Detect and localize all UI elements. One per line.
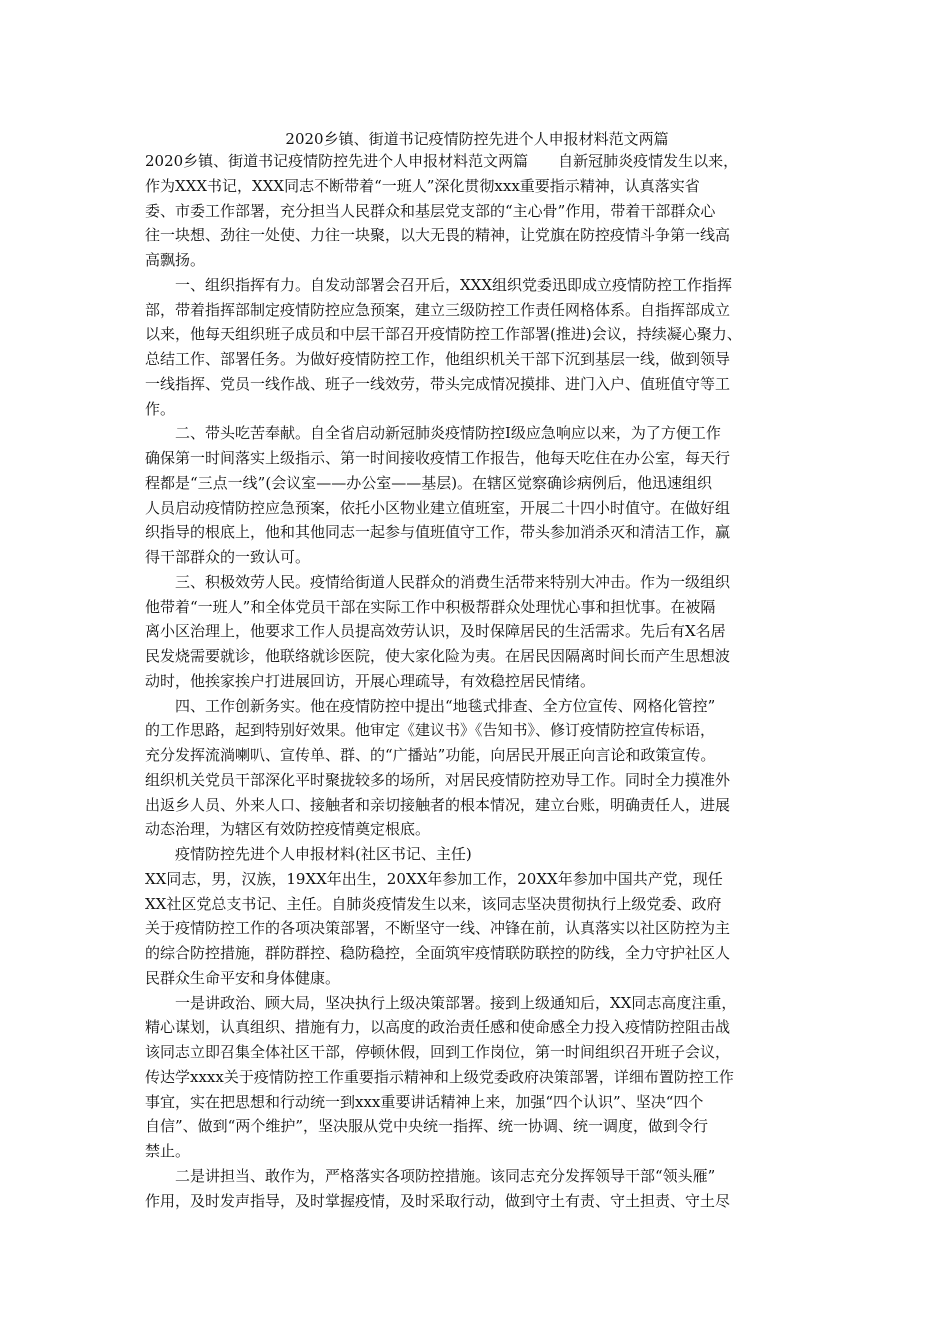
text-line: 组织机关党员干部深化平时聚拢较多的场所，对居民疫情防控劝导工作。同时全力摸准外 xyxy=(145,770,731,789)
text-line: 充分发挥流淌喇叭、宣传单、群、的“广播站”功能，向居民开展正向言论和政策宣传。 xyxy=(145,746,716,764)
text-line: 一是讲政治、顾大局，坚决执行上级决策部署。接到上级通知后，XX同志高度注重， xyxy=(145,993,737,1012)
text-line: 高飘扬。 xyxy=(145,251,206,269)
text-line: 的综合防控措施，群防群控、稳防稳控，全面筑牢疫情联防联控的防线，全力守护社区人 xyxy=(145,944,731,962)
text-line: 离小区治理上，他要求工作人员提高效劳认识，及时保障居民的生活需求。先后有X名居 xyxy=(145,622,726,641)
document-title: 2020乡镇、街道书记疫情防控先进个人申报材料范文两篇 xyxy=(285,130,669,148)
text-line: 事宜，实在把思想和行动统一到xxx重要讲话精神上来，加强“四个认识”、坚决“四个 xyxy=(145,1092,704,1111)
text-line: 总结工作、部署任务。为做好疫情防控工作，他组织机关干部下沉到基层一线，做到领导 xyxy=(145,350,731,368)
text-line: 一、组织指挥有力。自发动部署会召开后，XXX组织党委迅即成立疫情防控工作指挥 xyxy=(145,275,733,294)
text-line: XX社区党总支书记、主任。自肺炎疫情发生以来，该同志坚决贯彻执行上级党委、政府 xyxy=(145,894,722,913)
text-line: 精心谋划，认真组织、措施有力，以高度的政治责任感和使命感全力投入疫情防控阻击战 xyxy=(145,1018,731,1037)
text-line: 该同志立即召集全体社区干部，停顿休假，回到工作岗位，第一时间组织召开班子会议， xyxy=(145,1043,731,1061)
text-line: 往一块想、劲往一处使、力往一块聚，以大无畏的精神，让党旗在防控疫情斗争第一线高 xyxy=(145,226,731,245)
text-line: 确保第一时间落实上级指示、第一时间接收疫情工作报告，他每天吃住在办公室，每天行 xyxy=(145,449,731,467)
text-line: XX同志，男，汉族，19XX年出生，20XX年参加工作，20XX年参加中国共产党，现任 xyxy=(145,869,723,888)
text-line: 关于疫情防控工作的各项决策部署，不断坚守一线、冲锋在前，认真落实以社区防控为主 xyxy=(145,919,731,938)
text-line: 民群众生命平安和身体健康。 xyxy=(145,968,341,987)
text-line: 二是讲担当、敢作为，严格落实各项防控措施。该同志充分发挥领导干部“领头雁” xyxy=(145,1166,716,1185)
text-line: 一线指挥、党员一线作战、班子一线效劳，带头完成情况摸排、进门入户、值班值守等工 xyxy=(145,374,731,393)
text-line: 以来，他每天组织班子成员和中层干部召开疫情防控工作部署(推进)会议，持续凝心聚力、 xyxy=(145,325,742,344)
text-line: 三、积极效劳人民。疫情给街道人民群众的消费生活带来特别大冲击。作为一级组织 xyxy=(145,572,731,591)
text-line: 民发烧需要就诊，他联络就诊医院，使大家化险为夷。在居民因隔离时间长而产生思想波 xyxy=(145,647,731,665)
text-line: 动时，他挨家挨户打进展回访，开展心理疏导，有效稳控居民情绪。 xyxy=(145,671,596,690)
text-line: 四、工作创新务实。他在疫情防控中提出“地毯式排查、全方位宣传、网格化管控” xyxy=(145,696,716,715)
text-line: 动态治理，为辖区有效防控疫情奠定根底。 xyxy=(145,820,431,839)
text-line: 二、带头吃苦奉献。自全省启动新冠肺炎疫情防控Ⅰ级应急响应以来，为了方便工作 xyxy=(145,424,721,443)
text-line: 他带着“一班人”和全体党员干部在实际工作中积极帮群众处理忧心事和担忧事。在被隔 xyxy=(145,597,716,616)
text-line: 的工作思路，起到特别好效果。他审定《建议书》《告知书》、修订疫情防控宣传标语， xyxy=(145,721,716,740)
text-line: 作。 xyxy=(145,399,176,418)
text-line: 作用，及时发声指导，及时掌握疫情，及时采取行动，做到守土有责、守土担责、守土尽 xyxy=(145,1191,731,1210)
text-line: 出返乡人员、外来人口、接触者和亲切接触者的根本情况，建立台账，明确责任人，进展 xyxy=(145,795,731,814)
text-line: 禁止。 xyxy=(145,1142,191,1160)
text-line: 自信”、做到“两个维护”，坚决服从党中央统一指挥、统一协调、统一调度，做到令行 xyxy=(145,1117,709,1136)
text-line: 2020乡镇、街道书记疫情防控先进个人申报材料范文两篇 自新冠肺炎疫情发生以来， xyxy=(145,152,739,170)
text-line: 委、市委工作部署，充分担当人民群众和基层党支部的“主心骨”作用，带着干部群众心 xyxy=(145,201,716,220)
text-line: 得干部群众的一致认可。 xyxy=(145,548,311,566)
text-line: 疫情防控先进个人申报材料(社区书记、主任) xyxy=(145,845,472,863)
text-line: 传达学xxxx关于疫情防控工作重要指示精神和上级党委政府决策部署，详细布置防控工作 xyxy=(145,1067,734,1086)
text-line: 部，带着指挥部制定疫情防控应急预案，建立三级防控工作责任网格体系。自指挥部成立 xyxy=(145,300,731,319)
text-line: 人员启动疫情防控应急预案，依托小区物业建立值班室，开展二十四小时值守。在做好组 xyxy=(145,498,731,517)
text-line: 程都是“三点一线”(会议室——办公室——基层)。在辖区觉察确诊病例后，他迅速组织 xyxy=(145,473,713,492)
text-line: 作为XXX书记，XXX同志不断带着“一班人”深化贯彻xxx重要指示精神，认真落实省 xyxy=(145,176,700,195)
text-line: 织指导的根底上，他和其他同志一起参与值班值守工作，带头参加消杀灭和清洁工作，赢 xyxy=(145,523,731,542)
